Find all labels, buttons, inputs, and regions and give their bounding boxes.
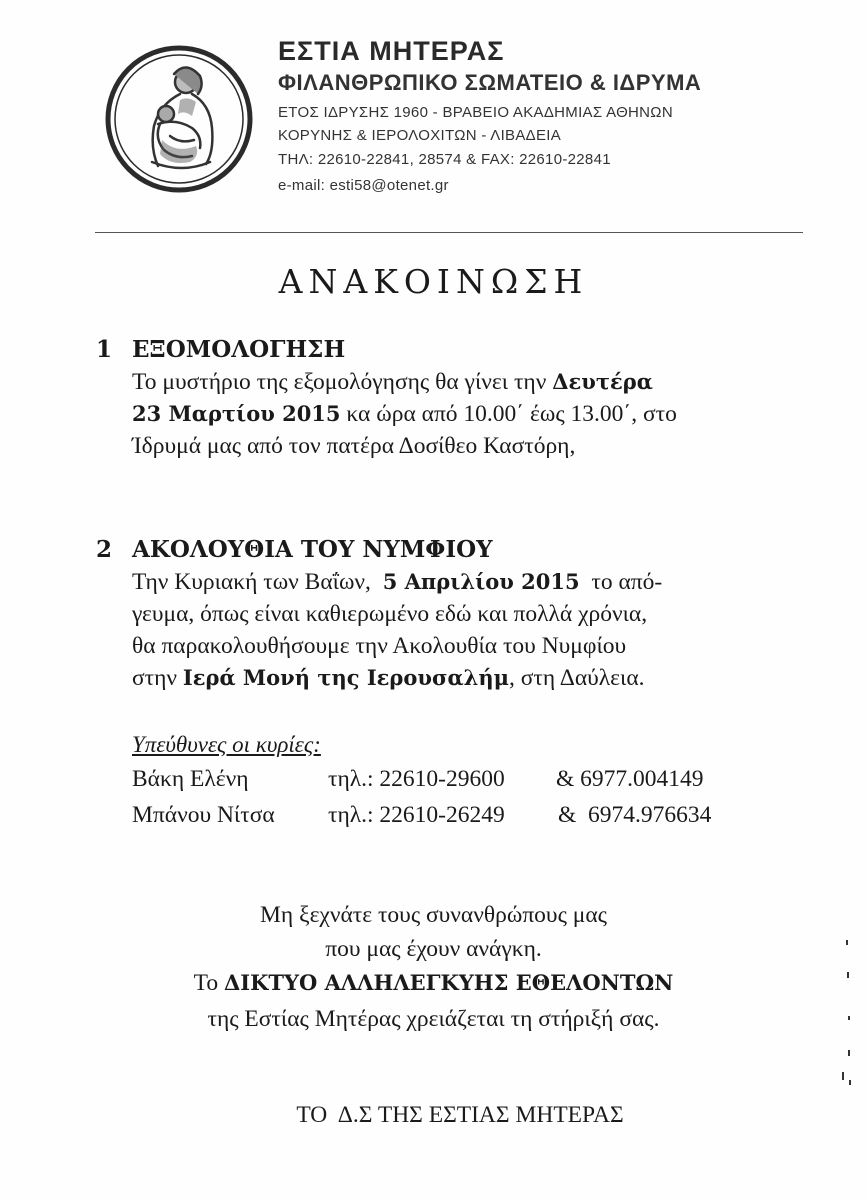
mother-and-child-logo	[104, 44, 254, 194]
closing-line-3: Το ΔΙΚΤΥΟ ΑΛΛΗΛΕΓΚΥΗΣ ΕΘΕΛΟΝΤΩΝ	[193, 970, 674, 996]
closing-line-2: που μας έχουν ανάγκη.	[325, 936, 542, 962]
section-2-heading: ΑΚΟΛΟΥΘΙΑ ΤΟΥ ΝΥΜΦΙΟΥ	[132, 536, 493, 563]
section-2-number: 2	[96, 536, 113, 563]
address-line: ΚΟΡΥΝΗΣ & ΙΕΡΟΛΟΧΙΤΩΝ - ΛΙΒΑΔΕΙΑ	[278, 127, 562, 144]
organization-name: ΕΣΤΙΑ ΜΗΤΕΡΑΣ	[278, 36, 505, 66]
section-1-number: 1	[96, 336, 113, 363]
phone-fax-line: ΤΗΛ: 22610-22841, 28574 & FAX: 22610-22841	[278, 151, 611, 168]
contact-name: Βάκη Ελένη	[132, 766, 249, 792]
header-divider	[95, 232, 803, 233]
contact-mobile: & 6977.004149	[556, 766, 704, 792]
scan-specks	[836, 930, 856, 1100]
section-2-line-4: στην Ιερά Μονή της Ιερουσαλήμ, στη Δαύλεια.	[132, 665, 645, 691]
section-1-line-1: Το μυστήριο της εξομολόγησης θα γίνει την Δευτέρα	[132, 369, 653, 395]
section-2-line-2: γευμα, όπως είναι καθιερωμένο εδώ και πολλά χρόνια,	[132, 601, 648, 627]
board-signature: ΤΟ Δ.Σ ΤΗΣ ΕΣΤΙΑΣ ΜΗΤΕΡΑΣ	[296, 1102, 624, 1128]
contact-phone: τηλ.: 22610-26249	[328, 802, 505, 828]
section-1-line-2: 23 Μαρτίου 2015 κα ώρα από 10.00΄ έως 13.00΄, στο	[132, 401, 677, 427]
email-line: e-mail: esti58@otenet.gr	[278, 177, 449, 194]
contact-mobile: & 6974.976634	[558, 802, 712, 828]
founding-award-line: ΕΤΟΣ ΙΔΡΥΣΗΣ 1960 - ΒΡΑΒΕΙΟ ΑΚΑΔΗΜΙΑΣ ΑΘΗΝΩΝ	[278, 104, 673, 121]
section-1-line-3: Ίδρυμά μας από τον πατέρα Δοσίθεο Καστόρη,	[132, 433, 576, 459]
section-2-line-1: Την Κυριακή των Βαΐων, 5 Απριλίου 2015 το από-	[132, 569, 663, 595]
closing-line-1: Μη ξεχνάτε τους συνανθρώπους μας	[260, 902, 607, 928]
announcement-title: ΑΝΑΚΟΙΝΩΣΗ	[278, 262, 589, 301]
closing-line-4: της Εστίας Μητέρας χρειάζεται τη στήριξή σας.	[207, 1006, 660, 1032]
organization-type: ΦΙΛΑΝΘΡΩΠΙΚΟ ΣΩΜΑΤΕΙΟ & ΙΔΡΥΜΑ	[278, 70, 702, 95]
section-2-line-3: θα παρακολουθήσουμε την Ακολουθία του Νυμφίου	[132, 633, 627, 659]
section-1-text	[132, 366, 677, 462]
contact-name: Μπάνου Νίτσα	[132, 802, 275, 828]
contacts-heading: Υπεύθυνες οι κυρίες:	[132, 732, 321, 757]
section-2-text	[132, 566, 662, 694]
section-1-heading: ΕΞΟΜΟΛΟΓΗΣΗ	[132, 336, 346, 363]
contact-phone: τηλ.: 22610-29600	[328, 766, 505, 792]
